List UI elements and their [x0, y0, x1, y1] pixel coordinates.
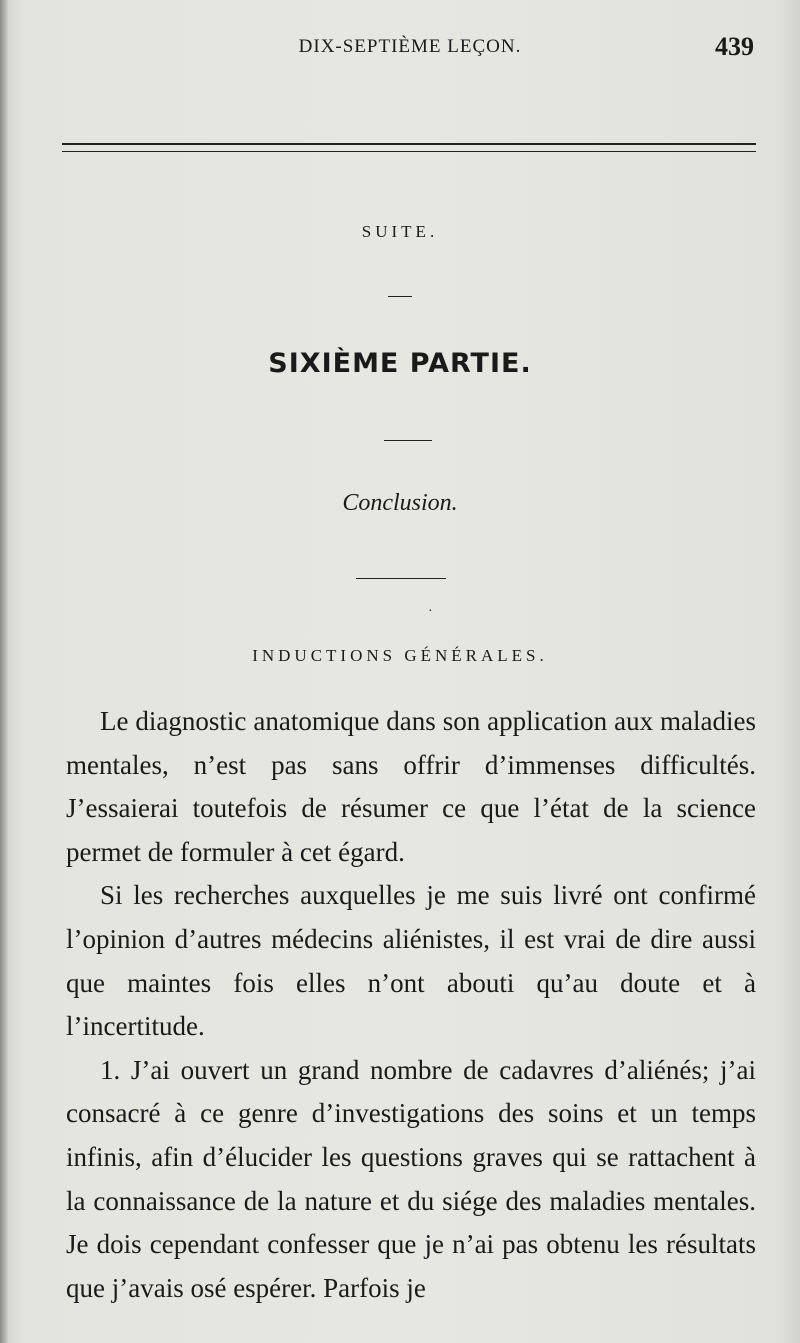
- divider-rule-2: [384, 440, 432, 441]
- section-label: SUITE.: [361, 222, 439, 241]
- subsection-title: INDUCTIONS GÉNÉRALES.: [252, 646, 548, 665]
- divider-rule-1: [388, 296, 412, 297]
- divider-rule-3: [356, 578, 446, 579]
- page-spine-shadow: [0, 0, 8, 1343]
- header-double-rule: [62, 143, 756, 152]
- running-title: DIX-SEPTIÈME LEÇON.: [298, 36, 522, 57]
- paragraph: 1. J’ai ouvert un grand nombre de cadavres d’aliénés; j’ai consacré à ce genre d’investigations des soins et un temps infinis, afin d’élucider les questions graves qui se rattachent à la connaissance de la nature et du siége des maladies mentales. Je dois cependant confesser que je n’ai pas obtenu les résultats que j’avais osé espérer. Parfois je: [66, 1054, 756, 1303]
- divider-dot: ·: [428, 604, 433, 619]
- body-text: [66, 700, 756, 1310]
- chapter-title: Conclusion.: [342, 490, 458, 516]
- page-number: 439: [715, 32, 754, 61]
- paragraph: Si les recherches auxquelles je me suis livré ont confirmé l’opinion d’autres médecins aliénistes, il est vrai de dire aussi que maintes fois elles n’ont abouti qu’au doute et à l’incertitude.: [66, 880, 756, 1042]
- page-header: [60, 34, 760, 64]
- part-title: SIXIÈME PARTIE.: [268, 348, 532, 379]
- paragraph: Le diagnostic anatomique dans son application aux maladies mentales, n’est pas sans offrir d’immenses difficultés. J’essaierai toutefois de résumer ce que l’état de la science permet de formuler à cet égard.: [66, 706, 756, 867]
